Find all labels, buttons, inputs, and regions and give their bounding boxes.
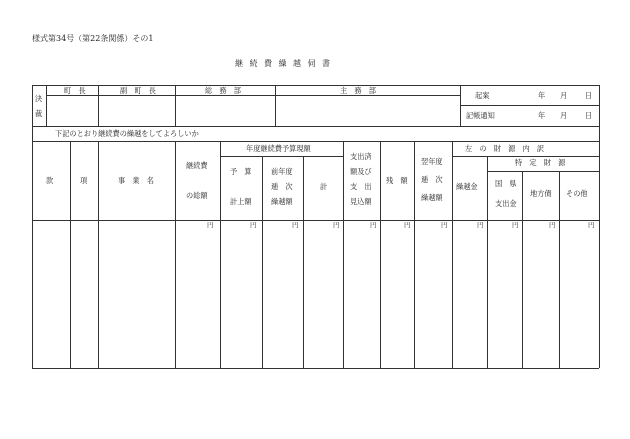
col-shishutsu-4: 見込額 — [350, 197, 372, 206]
unit-keizokuhi: 円 — [207, 221, 214, 229]
kian-year-label: 年 — [538, 91, 546, 100]
unit-zangaku: 円 — [404, 221, 411, 229]
label-sai: 裁 — [35, 109, 43, 118]
col-kei: 計 — [320, 182, 328, 191]
group-tokutei-zaigen: 特 定 財 源 — [515, 158, 566, 167]
label-kian: 起案 — [475, 91, 490, 100]
col-zennendo-3: 繰越額 — [271, 197, 293, 206]
signature-box-cho[interactable] — [47, 96, 97, 125]
unit-kei: 円 — [333, 221, 340, 229]
kicho-year-label: 年 — [538, 111, 546, 120]
kian-day-label: 日 — [585, 91, 593, 100]
kian-month-label: 月 — [560, 91, 568, 100]
signature-box-somubu[interactable] — [176, 96, 274, 125]
group-zaigen-uchiwake: 左 の 財 源 内 訳 — [465, 144, 545, 153]
col-keizokuhi-2: の総額 — [186, 191, 208, 200]
kicho-month-label: 月 — [560, 111, 568, 120]
statement: 下記のとおり継続費の繰越をしてよろしいか — [55, 129, 199, 138]
unit-yosan: 円 — [250, 221, 257, 229]
entry-area[interactable] — [33, 221, 598, 367]
col-zennendo-2: 逓 次 — [271, 182, 293, 191]
unit-shishutsu: 円 — [370, 221, 377, 229]
unit-yokunendo: 円 — [441, 221, 448, 229]
unit-chihosai: 円 — [549, 221, 556, 229]
signature-box-fukucho[interactable] — [99, 96, 174, 125]
col-zangaku: 残 額 — [386, 176, 408, 185]
unit-sonota: 円 — [588, 221, 595, 229]
signature-box-shumubu[interactable] — [276, 96, 459, 125]
kicho-day-label: 日 — [585, 111, 593, 120]
col-yokunendo-1: 翌年度 — [421, 157, 443, 166]
col-zennendo-1: 前年度 — [271, 167, 293, 176]
unit-kokken: 円 — [512, 221, 519, 229]
col-yosan-1: 予 算 — [230, 167, 252, 176]
unit-zennendo: 円 — [292, 221, 299, 229]
col-kou: 項 — [80, 176, 88, 185]
col-keizokuhi-1: 継続費 — [186, 161, 208, 170]
group-nendo-yosan: 年度継続費予算現額 — [246, 144, 311, 153]
header-shumubu: 主 務 部 — [340, 86, 376, 95]
header-fukucho: 副 町 長 — [120, 86, 156, 95]
col-sonota: その他 — [566, 189, 588, 198]
document-title: 継続費繰越伺書 — [235, 59, 337, 68]
label-kicho-tsuchi: 記帳通知 — [466, 111, 495, 120]
col-shishutsu-3: 支 出 — [350, 182, 372, 191]
header-cho: 町 長 — [64, 86, 86, 95]
label-ketsu: 決 — [35, 94, 43, 103]
col-jigyo-mei: 事 業 名 — [118, 176, 154, 185]
col-shishutsu-1: 支出済 — [350, 152, 372, 161]
col-kokken-1: 国 県 — [495, 179, 517, 188]
form-id: 様式第34号（第22条関係）その1 — [32, 34, 154, 43]
col-kokken-2: 支出金 — [495, 199, 517, 208]
col-shishutsu-2: 額及び — [350, 167, 372, 176]
unit-kurikoshikin: 円 — [477, 221, 484, 229]
col-yosan-2: 計上額 — [230, 197, 252, 206]
col-yokunendo-2: 逓 次 — [421, 175, 443, 184]
col-chihosai: 地方債 — [530, 189, 552, 198]
col-kurikoshikin: 繰越金 — [456, 182, 478, 191]
header-somubu: 総 務 部 — [205, 86, 241, 95]
col-yokunendo-3: 繰越額 — [421, 193, 443, 202]
col-kan: 款 — [46, 176, 54, 185]
